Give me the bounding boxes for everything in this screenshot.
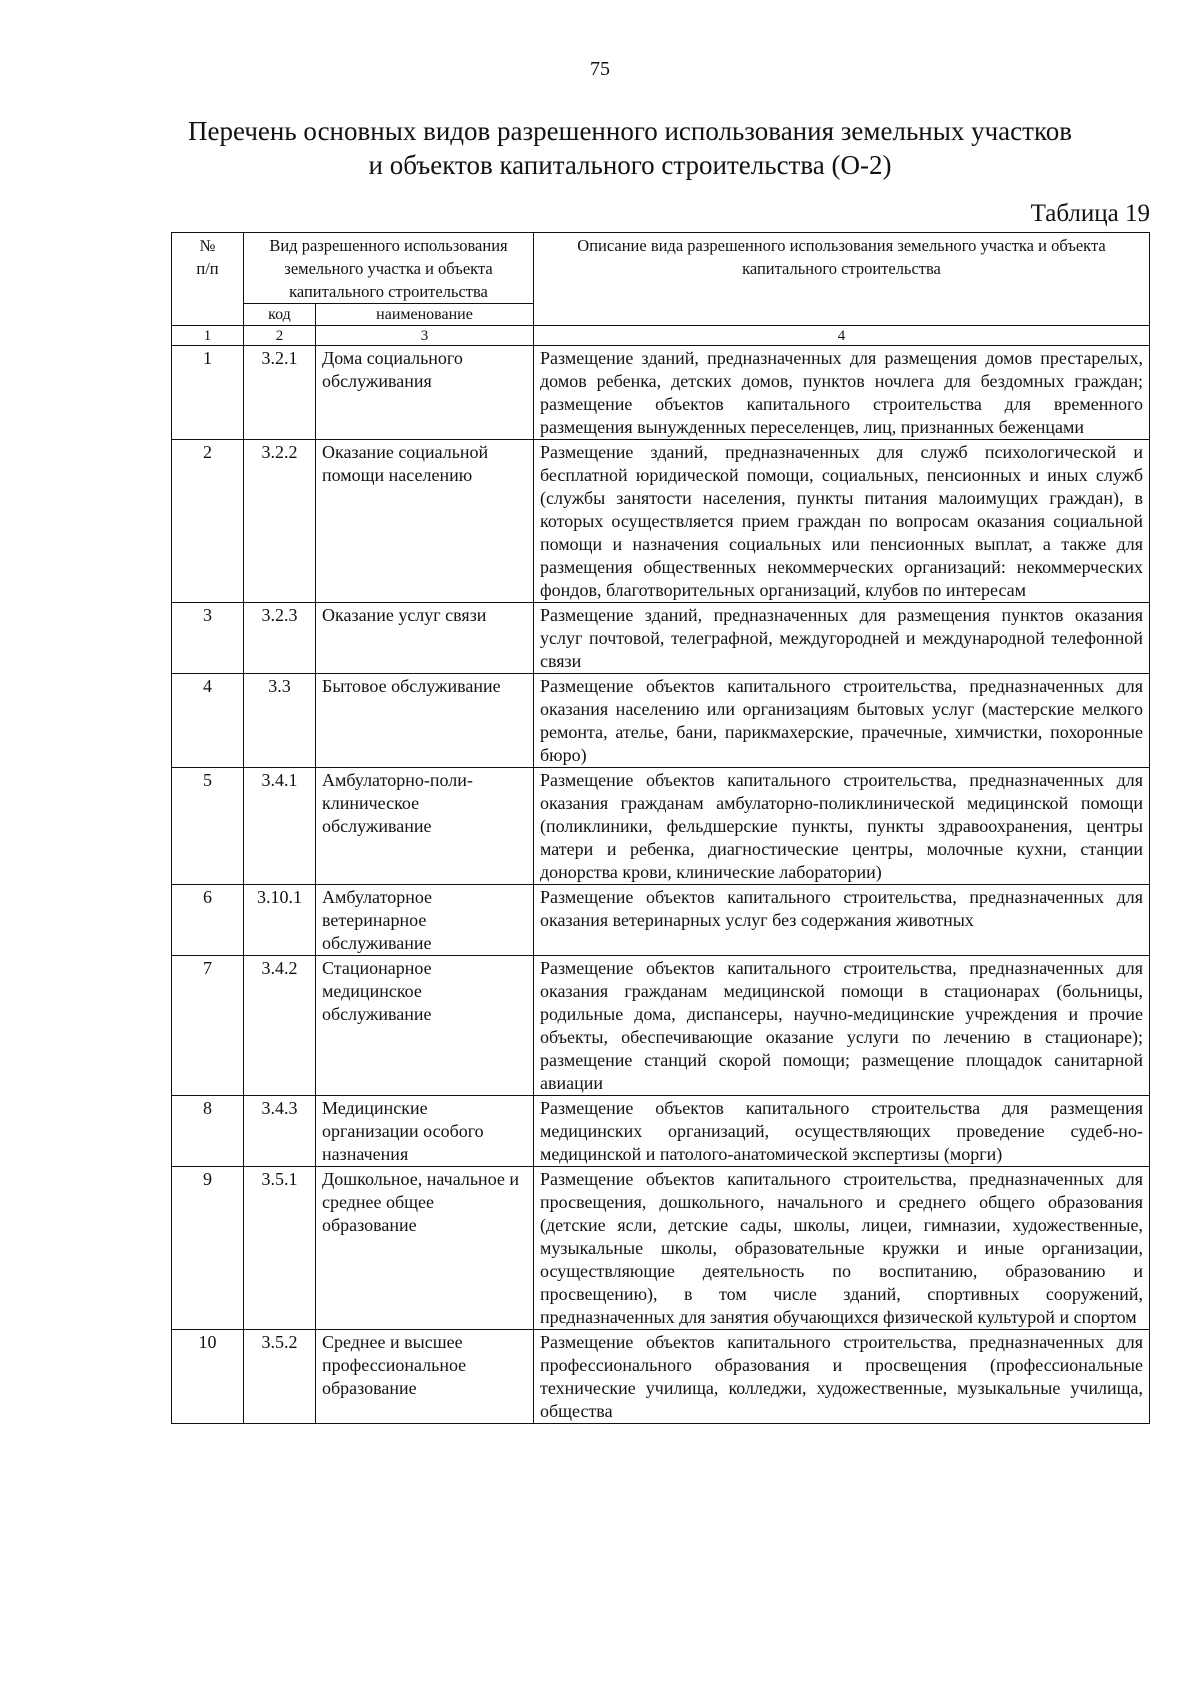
table-header-row xyxy=(172,233,1150,304)
row-name: Бытовое обслуживание xyxy=(316,674,534,768)
row-number: 10 xyxy=(172,1330,244,1424)
column-number: 3 xyxy=(316,326,534,346)
row-name: Стационарное медицинское обслуживание xyxy=(316,956,534,1096)
header-number xyxy=(172,233,244,326)
table-row xyxy=(172,346,1150,440)
row-code: 3.10.1 xyxy=(244,885,316,956)
column-number: 2 xyxy=(244,326,316,346)
row-description: Размещение зданий, предназначенных для размещения пунктов оказания услуг почтовой, телеграфной, междугородней и международной телефонной связи xyxy=(534,603,1150,674)
row-number: 8 xyxy=(172,1096,244,1167)
row-number: 6 xyxy=(172,885,244,956)
table-row xyxy=(172,1167,1150,1330)
row-code: 3.5.1 xyxy=(244,1167,316,1330)
table-row xyxy=(172,1096,1150,1167)
row-code: 3.2.1 xyxy=(244,346,316,440)
row-name: Оказание услуг связи xyxy=(316,603,534,674)
row-number: 5 xyxy=(172,768,244,885)
row-description: Размещение объектов капитального строительства, предназначенных для оказания гражданам медицинской помощи в стационарах (больницы, родильные дома, диспансеры, научно-медицинские учреждения и прочие объекты, обеспечивающие оказание услуги по лечению в стационаре); размещение станций скорой помощи; размещение площадок санитарной авиации xyxy=(534,956,1150,1096)
row-description: Размещение зданий, предназначенных для служб психологической и бесплатной юридической помощи, социальных, пенсионных и иных служб (службы занятости населения, пункты питания малоимущих граждан), в которых осуществляется прием граждан по вопросам оказания социальной помощи и назначения социальных или пенсионных выплат, а также для размещения общественных некоммерческих организаций: некоммерческих фондов, благотворительных организаций, клубов по интересам xyxy=(534,440,1150,603)
row-code: 3.4.3 xyxy=(244,1096,316,1167)
page-number: 75 xyxy=(590,58,610,80)
table-row xyxy=(172,956,1150,1096)
column-number: 4 xyxy=(534,326,1150,346)
row-name: Оказание социальной помощи населению xyxy=(316,440,534,603)
header-kind: Вид разрешенного использования земельного участка и объекта капитального строительства xyxy=(244,233,534,304)
row-number: 3 xyxy=(172,603,244,674)
row-name: Среднее и высшее профессиональное образование xyxy=(316,1330,534,1424)
row-number: 4 xyxy=(172,674,244,768)
header-description: Описание вида разрешенного использования земельного участка и объекта капитального строительства xyxy=(534,233,1150,326)
row-code: 3.3 xyxy=(244,674,316,768)
row-code: 3.2.3 xyxy=(244,603,316,674)
row-description: Размещение зданий, предназначенных для размещения домов престарелых, домов ребенка, детских домов, пунктов ночлега для бездомных граждан; размещение объектов капитального строительства для временного размещения вынужденных переселенцев, лиц, признанных беженцами xyxy=(534,346,1150,440)
row-name: Амбулаторное ветеринарное обслуживание xyxy=(316,885,534,956)
row-code: 3.4.2 xyxy=(244,956,316,1096)
header-number-line2: п/п xyxy=(196,259,219,278)
document-title xyxy=(150,114,1110,182)
row-code: 3.5.2 xyxy=(244,1330,316,1424)
row-number: 7 xyxy=(172,956,244,1096)
table-row xyxy=(172,768,1150,885)
column-number: 1 xyxy=(172,326,244,346)
header-name: наименование xyxy=(316,304,534,326)
table-caption: Таблица 19 xyxy=(1030,200,1150,227)
header-code: код xyxy=(244,304,316,326)
permitted-use-table xyxy=(171,232,1150,1424)
row-name: Амбулаторно-поли-клиническое обслуживание xyxy=(316,768,534,885)
row-description: Размещение объектов капитального строительства, предназначенных для просвещения, дошкольного, начального и среднего общего образования (детские ясли, детские сады, школы, лицеи, гимназии, художественные, музыкальные школы, образовательные кружки и иные организации, осуществляющие деятельность по воспитанию, образованию и просвещению), в том числе зданий, спортивных сооружений, предназначенных для занятия обучающихся физической культурой и спортом xyxy=(534,1167,1150,1330)
table-row xyxy=(172,603,1150,674)
row-code: 3.2.2 xyxy=(244,440,316,603)
column-number-row xyxy=(172,326,1150,346)
row-description: Размещение объектов капитального строительства, предназначенных для оказания населению или организациям бытовых услуг (мастерские мелкого ремонта, ателье, бани, парикмахерские, прачечные, химчистки, похоронные бюро) xyxy=(534,674,1150,768)
header-number-line1: № xyxy=(199,236,216,255)
row-number: 1 xyxy=(172,346,244,440)
row-description: Размещение объектов капитального строительства, предназначенных для профессионального образования и просвещения (профессиональные технические училища, колледжи, художественные, музыкальные училища, общества xyxy=(534,1330,1150,1424)
row-name: Дошкольное, начальное и среднее общее образование xyxy=(316,1167,534,1330)
table-row xyxy=(172,1330,1150,1424)
row-description: Размещение объектов капитального строительства, предназначенных для оказания гражданам амбулаторно-поликлинической медицинской помощи (поликлиники, фельдшерские пункты, пункты здравоохранения, центры матери и ребенка, диагностические центры, молочные кухни, станции донорства крови, клинические лаборатории) xyxy=(534,768,1150,885)
row-description: Размещение объектов капитального строительства, предназначенных для оказания ветеринарных услуг без содержания животных xyxy=(534,885,1150,956)
row-number: 2 xyxy=(172,440,244,603)
table-row xyxy=(172,440,1150,603)
row-number: 9 xyxy=(172,1167,244,1330)
row-code: 3.4.1 xyxy=(244,768,316,885)
row-name: Медицинские организации особого назначения xyxy=(316,1096,534,1167)
row-description: Размещение объектов капитального строительства для размещения медицинских организаций, осуществляющих проведение судеб-но-медицинской и патолого-анатомической экспертизы (морги) xyxy=(534,1096,1150,1167)
title-line-2: и объектов капитального строительства (О-2) xyxy=(368,150,892,180)
table-row xyxy=(172,674,1150,768)
title-line-1: Перечень основных видов разрешенного использования земельных участков xyxy=(188,116,1072,146)
row-name: Дома социального обслуживания xyxy=(316,346,534,440)
table-row xyxy=(172,885,1150,956)
